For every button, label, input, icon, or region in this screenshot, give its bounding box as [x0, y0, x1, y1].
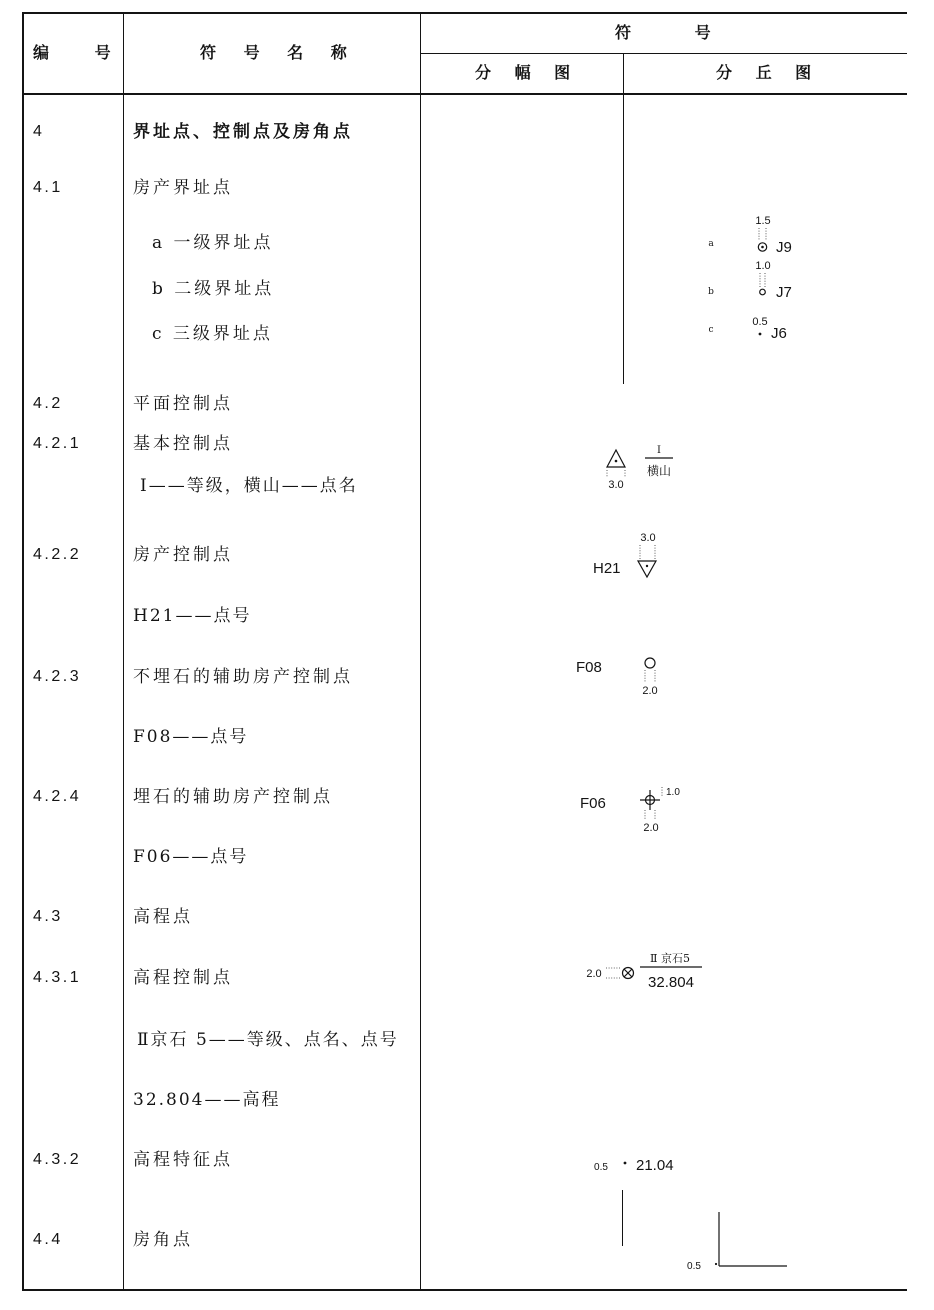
point-code: J6: [771, 325, 787, 342]
section-title: 界址点、控制点及房角点: [133, 122, 353, 142]
symbol-name: 高程点: [133, 907, 193, 927]
row-number: 4.3.2: [33, 1151, 82, 1168]
symbol-name: 房角点: [133, 1230, 193, 1250]
header-symbol: 符 号: [615, 23, 740, 42]
dimension-label: 0.5: [752, 316, 768, 328]
item-letter: c: [708, 325, 714, 335]
dimension-label: 2.0: [643, 822, 659, 834]
symbol-note: F06——点号: [133, 847, 249, 867]
point-dot-icon: [624, 1162, 627, 1165]
point-dot-icon: [759, 333, 762, 336]
row-number: 4.2: [33, 395, 63, 412]
point-code: J7: [776, 284, 792, 301]
row-number: 4.2.1: [33, 435, 82, 452]
circle-icon: [645, 658, 655, 668]
symbol-note: H21——点号: [133, 606, 252, 626]
row-number: 4.3.1: [33, 969, 82, 986]
symbol-name: 高程特征点: [133, 1150, 233, 1170]
symbol-name: 房产控制点: [133, 545, 233, 565]
item-letter: b: [708, 287, 714, 297]
point-code: H21: [593, 560, 621, 577]
triangle-icon: [607, 450, 625, 467]
elevation-control-point-symbol: [586, 951, 702, 991]
first-class-boundary-point-symbol: [708, 215, 792, 256]
row-number: 4: [33, 123, 45, 140]
point-code: F08: [576, 659, 602, 676]
item-letter: a: [708, 239, 714, 249]
row-number: 4.2.2: [33, 546, 82, 563]
symbol-name: 基本控制点: [133, 434, 233, 454]
third-class-boundary-point-symbol: [708, 316, 786, 342]
symbol-note: I——等级，横山——点名: [140, 476, 358, 496]
symbol-name: 平面控制点: [133, 394, 233, 414]
row-number: 4.2.3: [33, 668, 82, 685]
elevation-value: 21.04: [636, 1157, 674, 1174]
dimension-label: 2.0: [586, 968, 602, 980]
property-control-point-symbol: [593, 532, 656, 577]
second-class-boundary-point-symbol: [708, 260, 792, 301]
inverted-triangle-icon: [638, 561, 656, 577]
house-corner-point-symbol: [687, 1212, 787, 1272]
grade-name-number-label: Ⅱ 京石5: [650, 952, 690, 965]
grade-label: I: [657, 445, 661, 456]
point-code: F06: [580, 795, 606, 812]
header-symbol-name: 符 号 名 称: [200, 43, 358, 62]
center-dot: [615, 460, 618, 463]
elevation-value: 32.804: [648, 974, 694, 991]
basic-control-point-symbol: [607, 445, 673, 491]
point-code: J9: [776, 239, 792, 256]
center-dot: [646, 565, 648, 567]
dimension-label: 1.5: [755, 215, 771, 227]
center-dot: [761, 246, 764, 249]
dimension-label: 2.0: [642, 685, 658, 697]
row-number: 4.1: [33, 179, 63, 196]
symbol-note: 32.804——高程: [133, 1090, 281, 1110]
symbol-name: 房产界址点: [133, 178, 233, 198]
point-name-label: 横山: [646, 464, 672, 478]
dimension-label: 1.0: [755, 260, 771, 272]
corner-dot-icon: [715, 1263, 717, 1265]
dimension-label: 0.5: [687, 1261, 701, 1272]
symbol-subitem: b 二级界址点: [152, 279, 275, 299]
unburied-auxiliary-control-point-symbol: [576, 658, 658, 697]
header-number: 编 号: [33, 43, 131, 62]
symbol-note: Ⅱ京石 5——等级、点名、点号: [137, 1030, 399, 1050]
buried-auxiliary-control-point-symbol: [580, 787, 680, 834]
symbol-note: F08——点号: [133, 727, 249, 747]
dimension-label: 0.5: [594, 1162, 608, 1173]
header-sheet-map: 分 幅 图: [475, 63, 580, 82]
dimension-label: 3.0: [640, 532, 656, 544]
symbol-name: 埋石的辅助房产控制点: [133, 787, 333, 807]
row-number: 4.2.4: [33, 788, 82, 805]
header-parcel-map: 分 丘 图: [716, 63, 821, 82]
symbol-subitem: a 一级界址点: [152, 233, 274, 253]
dimension-label: 3.0: [608, 479, 624, 491]
symbol-name: 高程控制点: [133, 968, 233, 988]
symbol-subitem: c 三级界址点: [152, 324, 273, 344]
row-number: 4.3: [33, 908, 63, 925]
inner-dimension-label: 1.0: [666, 787, 680, 798]
row-number: 4.4: [33, 1231, 63, 1248]
small-circle-icon: [760, 289, 766, 295]
symbol-name: 不埋石的辅助房产控制点: [133, 667, 353, 687]
elevation-feature-point-symbol: [594, 1157, 674, 1174]
